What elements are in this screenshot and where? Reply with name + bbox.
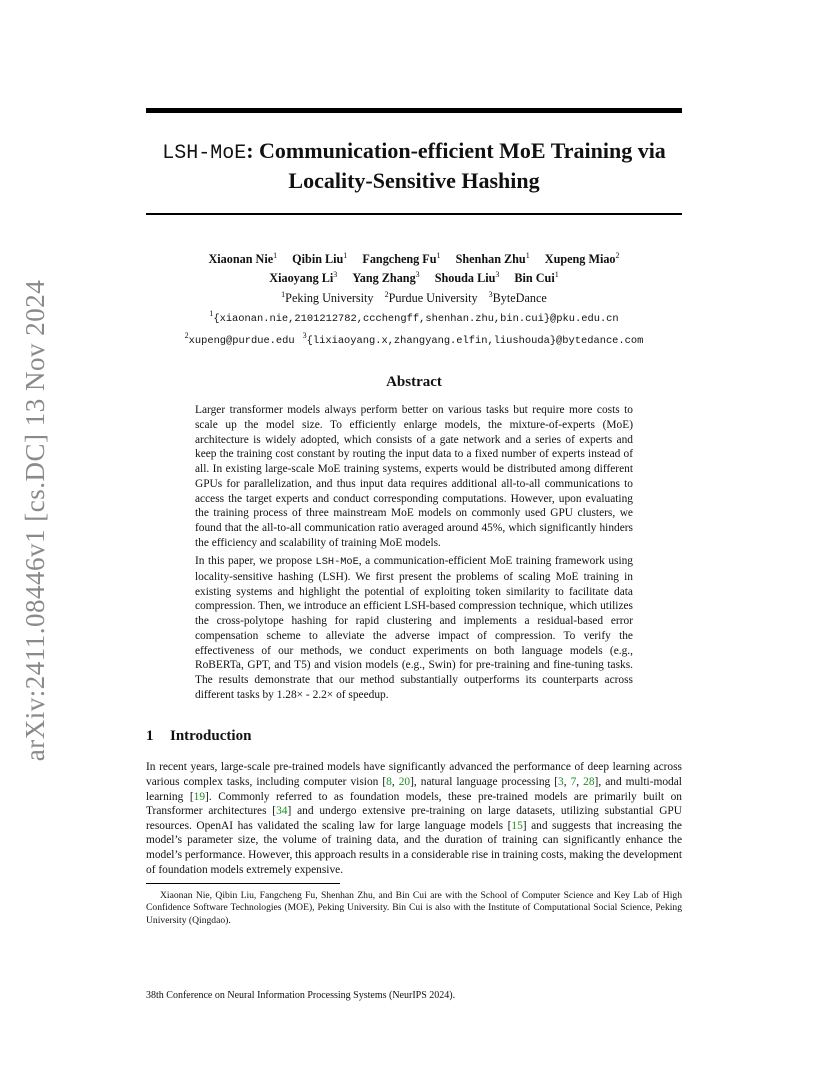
email-row-1: $^1${xiaonan.nie,2101212782,ccchengff,shenhan.zhu,bin.cui}@pku.edu.cn: [209, 309, 619, 326]
affiliations: [146, 287, 682, 307]
author-name: Yang Zhang$^3$: [352, 270, 420, 286]
affiliation: $^3$ByteDance: [488, 289, 547, 305]
footnote: Xiaonan Nie, Qibin Liu, Fangcheng Fu, Shenhan Zhu, and Bin Cui are with the School of Computer Science and Key Lab of High Confidence Software Technologies (MOE), Peking University. Bin Cui is also with the Institute of Computational Social Science, Peking University (Qingdao).: [146, 890, 682, 926]
author-block: [146, 248, 682, 350]
citation-link[interactable]: 34: [276, 805, 288, 818]
author-row-2: [146, 267, 682, 287]
arxiv-stamp: [14, 280, 58, 760]
citation-link[interactable]: 15: [511, 819, 523, 832]
citation-link[interactable]: 20: [398, 775, 411, 788]
intro-paragraph: In recent years, large-scale pre-trained models have significantly advanced the performance of deep learning across various complex tasks, including computer vision [8, 20], natural language processing [3, 7, 28], and multi-modal learning [19]. Commonly referred to as foundation models, these pre-trained models are primarily built on Transformer architectures [34] and undergo extensive pre-training on large datasets, utilizing substantial GPU resources. OpenAI has validated the scaling law for large language models [15] and suggests that increasing the model’s parameter size, the volume of training data, and the duration of training can significantly enhance the model’s performance. However, this approach results in a considerable rise in training costs, making the development of foundation models extremely expensive.: [146, 761, 683, 876]
author-name: Shouda Liu$^3$: [434, 270, 500, 286]
abstract-paragraph-1: Larger transformer models always perform better on various tasks but require more costs to scale up the model size. To efficiently enlarge models, the mixture-of-experts (MoE) architecture is widely adopted, which consists of a gate network and a series of experts and keep the training cost constant by routing the input data to a fixed number of experts instead of all. In existing large-scale MoE training systems, experts would be distributed among different GPUs for parallelization, and thus input data requires additional all-to-all communications to access the target experts and conduct corresponding computations. However, upon evaluating the training process of three mainstream MoE models on commonly used GPU clusters, we found that the all-to-all communication ratio averaged around 45%, which significantly hinders the efficiency and scalability of training MoE models.: [195, 404, 633, 549]
section-number: 1: [146, 728, 154, 745]
email-row-2: $^2$xupeng@purdue.edu $^3${lixiaoyang.x,zhangyang.elfin,liushouda}@bytedance.com: [184, 330, 644, 347]
citation-link[interactable]: 8: [386, 775, 392, 788]
affiliation: $^2$Purdue University: [384, 289, 478, 305]
title-line2: Locality-Sensitive Hashing: [288, 168, 540, 193]
citation-link[interactable]: 28: [583, 775, 595, 788]
introduction-body: [146, 760, 682, 877]
author-name: Bin Cui$^1$: [514, 270, 559, 286]
abstract-heading: Abstract: [386, 374, 442, 391]
conference-note: 38th Conference on Neural Information Processing Systems (NeurIPS 2024).: [146, 990, 456, 1001]
author-row-1: [146, 248, 682, 268]
paper-page: [146, 108, 682, 927]
citation-link[interactable]: 19: [193, 790, 206, 803]
author-name: Xiaonan Nie$^1$: [208, 250, 278, 266]
email-address[interactable]: {xiaonan.nie,2101212782,ccchengff,shenhan.zhu,bin.cui}@pku.edu.cn: [213, 313, 619, 326]
author-name: Shenhan Zhu$^1$: [455, 250, 530, 266]
title-bottom-rule: [146, 213, 682, 215]
section-heading-introduction: [146, 728, 682, 745]
citation-link[interactable]: 7: [570, 775, 577, 788]
abstract-paragraph-2: In this paper, we propose LSH-MoE, a communication-efficient MoE training framework using locality-sensitive hashing (LSH). We first present the problems of scaling MoE training in existing systems and highlight the potential of exploiting token similarity to facilitate data compression. Then, we introduce an efficient LSH-based compression technique, which utilizes the cross-polytope hashing for rapid clustering and implements a residual-based error compensation scheme to alleviate the adverse impact of compression. To verify the effectiveness of our methods, we conduct experiments on both language models (e.g., RoBERTa, GPT, and T5) and vision models (e.g., Swin) for pre-training and fine-tuning tasks. The results demonstrate that our method substantially outperforms its counterparts across different tasks by 1.28× - 2.2× of speedup.: [195, 555, 633, 701]
citation-link[interactable]: 3: [558, 775, 564, 788]
author-name: Fangcheng Fu$^1$: [362, 250, 441, 266]
footnote-rule: [146, 883, 340, 884]
paper-title: [146, 137, 682, 194]
author-name: Xiaoyang Li$^3$: [269, 270, 338, 286]
author-name: Xupeng Miao$^2$: [544, 250, 620, 266]
title-line1: : Communication-efficient MoE Training via: [246, 138, 666, 163]
title-top-rule: [146, 108, 682, 113]
affiliation: $^1$Peking University: [281, 289, 374, 305]
email-address[interactable]: xupeng@purdue.edu: [188, 334, 295, 347]
email-address[interactable]: {lixiaoyang.x,zhangyang.elfin,liushouda}@bytedance.com: [306, 334, 644, 347]
section-title: Introduction: [170, 728, 252, 745]
title-prefix: LSH-MoE: [162, 142, 247, 165]
author-name: Qibin Liu$^1$: [292, 250, 348, 266]
abstract-body: [195, 403, 633, 702]
arxiv-stamp-text: arXiv:2411.08446v1 [cs.DC] 13 Nov 2024: [20, 279, 51, 761]
